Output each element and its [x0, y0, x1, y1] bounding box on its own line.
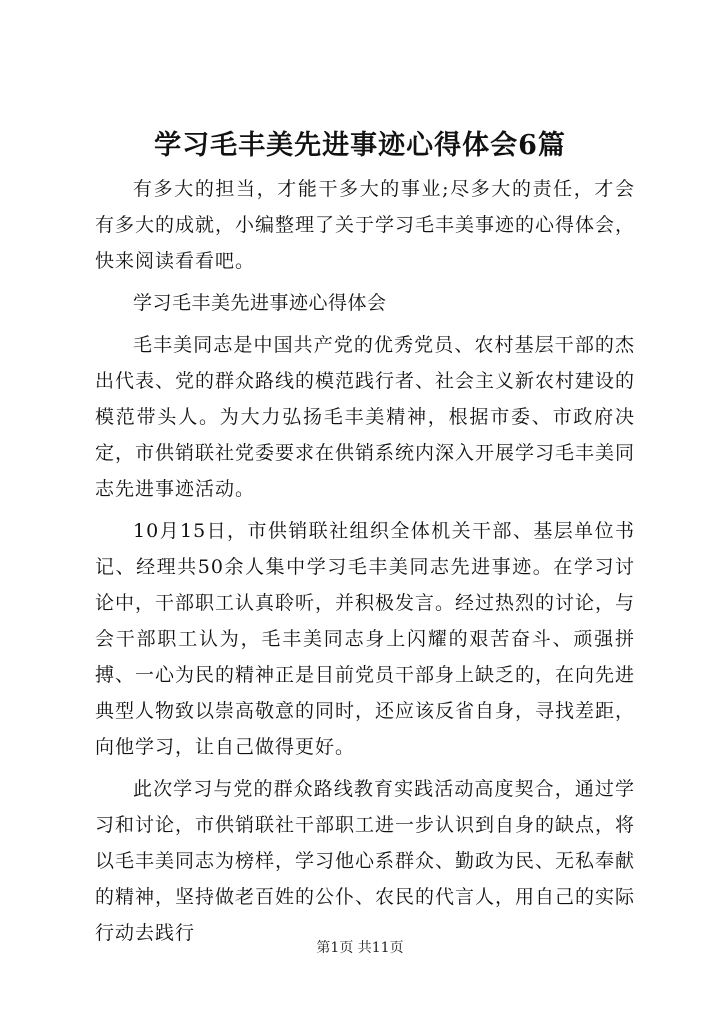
body-paragraph: 此次学习与党的群众路线教育实践活动高度契合，通过学习和讨论，市供销联社干部职工进一步认识到自身的缺点，将以毛丰美同志为榜样，学习他心系群众、勤政为民、无私奉献的精神，坚持做老百姓的公仆、农民的代言人，用自己的实际行动去践行 — [95, 778, 636, 944]
section-heading: 学习毛丰美先进事迹心得体会 — [133, 292, 387, 314]
document-body — [95, 171, 635, 957]
page-number: 第1页 共11页 — [316, 940, 404, 956]
document-title: 学习毛丰美先进事迹心得体会6篇 — [154, 130, 566, 161]
body-paragraph: 10月15日，市供销联社组织全体机关干部、基层单位书记、经理共50余人集中学习毛丰美同志先进事迹。在学习讨论中，干部职工认真聆听，并积极发言。经过热烈的讨论，与会干部职工认为，毛丰美同志身上闪耀的艰苦奋斗、顽强拼搏、一心为民的精神正是目前党员干部身上缺乏的，在向先进典型人物致以崇高敬意的同时，还应该反省自身，寻找差距，向他学习，让自己做得更好。 — [95, 520, 636, 758]
intro-paragraph: 有多大的担当，才能干多大的事业;尽多大的责任，才会有多大的成就，小编整理了关于学习毛丰美事迹的心得体会，快来阅读看看吧。 — [95, 178, 636, 272]
body-paragraph: 毛丰美同志是中国共产党的优秀党员、农村基层干部的杰出代表、党的群众路线的模范践行者、社会主义新农村建设的模范带头人。为大力弘扬毛丰美精神，根据市委、市政府决定，市供销联社党委要求在供销系统内深入开展学习毛丰美同志先进事迹活动。 — [95, 334, 636, 500]
